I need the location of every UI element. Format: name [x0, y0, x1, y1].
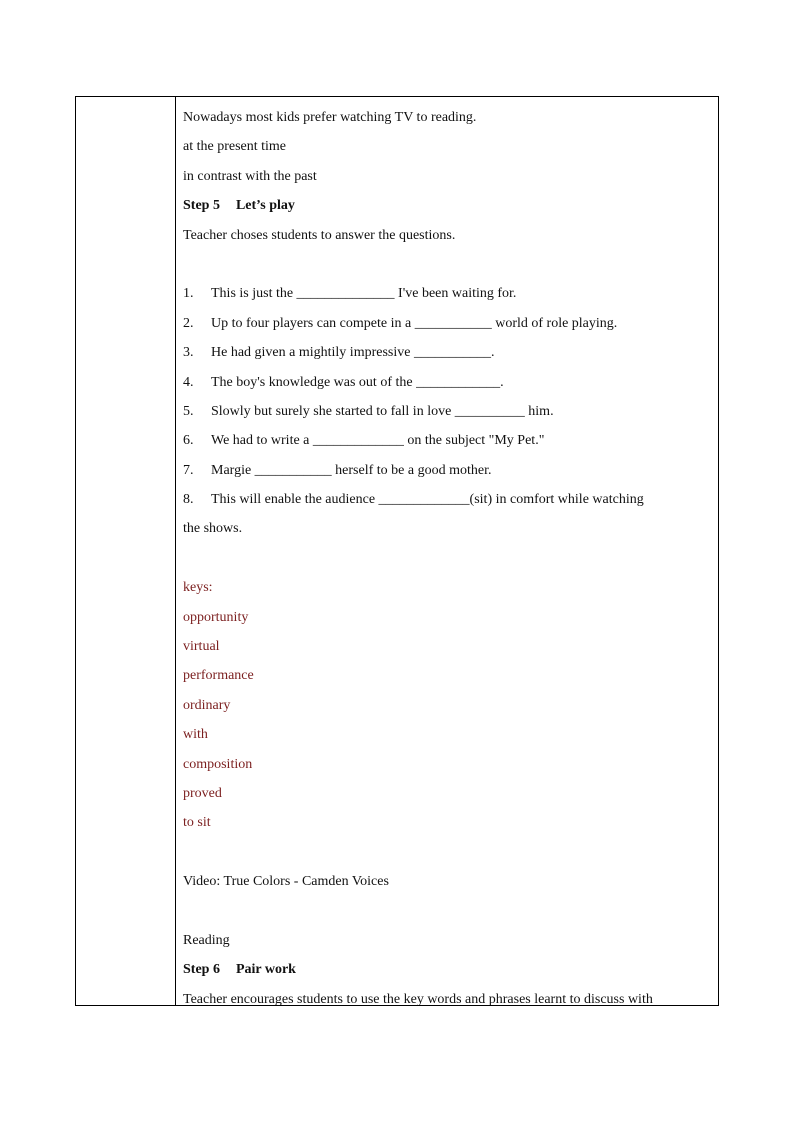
question-3: 3. He had given a mightily impressive ___________.: [183, 345, 495, 361]
key-answer: virtual: [183, 639, 220, 655]
step6-heading: [183, 960, 706, 989]
question-6: 6. We had to write a _____________ on the subject "My Pet.": [183, 433, 545, 449]
reading-label: Reading: [183, 932, 230, 948]
step6-label: Step 6: [183, 962, 220, 978]
step5-title: Let’s play: [235, 198, 295, 214]
phrase-present: at the present time: [183, 139, 287, 155]
lesson-table: [75, 96, 719, 1006]
key-answer: performance: [183, 668, 254, 684]
phrase-past: in contrast with the past: [183, 168, 317, 184]
question-1: 1. This is just the ______________ I've been waiting for.: [183, 286, 517, 302]
question-8: 8. This will enable the audience _____________(sit) in comfort while watching: [183, 492, 644, 508]
question-4: 4. The boy's knowledge was out of the ____________.: [183, 374, 504, 390]
keys-label: keys:: [183, 580, 213, 596]
intro-sentence: Nowadays most kids prefer watching TV to reading.: [183, 110, 477, 125]
question-8-continued: the shows.: [183, 521, 243, 537]
question-5: 5. Slowly but surely she started to fall in love __________ him.: [183, 403, 554, 419]
video-title: Video: True Colors - Camden Voices: [183, 874, 389, 890]
step5-instruction: Teacher choses students to answer the questions.: [183, 227, 456, 243]
key-answer: opportunity: [183, 609, 249, 625]
key-answer: to sit: [183, 815, 211, 831]
content-column: [176, 97, 718, 1005]
key-answer: ordinary: [183, 697, 231, 713]
left-column: [76, 97, 176, 1005]
key-answer: with: [183, 727, 208, 743]
key-answer: proved: [183, 785, 222, 801]
step5-label: Step 5: [183, 198, 220, 214]
question-7: 7. Margie ___________ herself to be a good mother.: [183, 462, 492, 478]
key-answer: composition: [183, 756, 253, 772]
step6-title: Pair work: [235, 962, 296, 978]
step6-instruction: Teacher encourages students to use the key words and phrases learnt to discuss with: [183, 991, 653, 1005]
question-2: 2. Up to four players can compete in a ___________ world of role playing.: [183, 315, 618, 331]
step5-heading: [183, 196, 706, 225]
